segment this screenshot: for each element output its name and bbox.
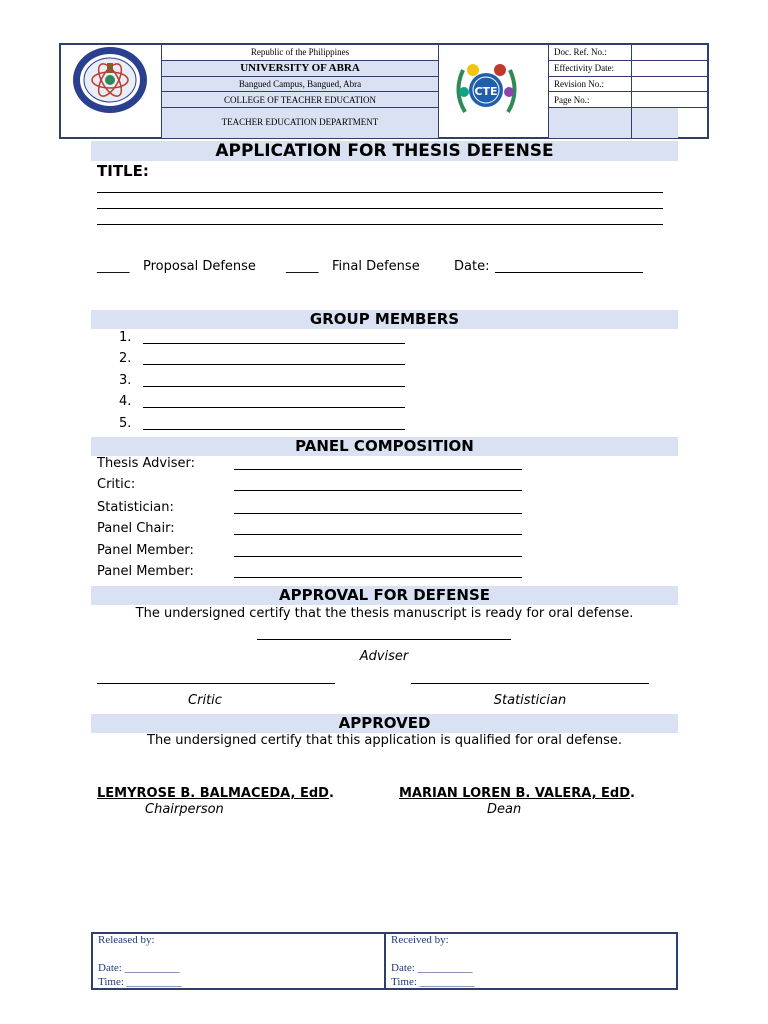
member-number: 3. xyxy=(119,373,132,388)
dean-name xyxy=(399,786,635,801)
approval-heading: APPROVAL FOR DEFENSE xyxy=(91,586,678,605)
dean-title: Dean xyxy=(487,802,522,817)
college-text: COLLEGE OF TEACHER EDUCATION xyxy=(223,95,377,105)
released-by-label: Released by: xyxy=(98,934,155,946)
form-heading: APPLICATION FOR THESIS DEFENSE xyxy=(91,141,678,161)
date-label: Date: xyxy=(454,259,490,274)
final-defense-blank[interactable]: _____ xyxy=(286,259,319,274)
released-date-field[interactable]: Date: __________ xyxy=(98,962,180,974)
received-time-field[interactable]: Time: __________ xyxy=(391,976,475,988)
group-members-heading: GROUP MEMBERS xyxy=(91,310,678,329)
department-text: TEACHER EDUCATION DEPARTMENT xyxy=(221,117,379,127)
republic-text: Republic of the Philippines xyxy=(250,47,350,57)
effectivity-date-label: Effectivity Date: xyxy=(554,63,615,73)
panel-role-field[interactable] xyxy=(234,577,522,578)
date-field[interactable] xyxy=(495,272,643,273)
page-no-label: Page No.: xyxy=(554,95,590,105)
title-line-1[interactable] xyxy=(97,192,663,193)
panel-role-field[interactable] xyxy=(234,490,522,491)
member-number: 2. xyxy=(119,351,132,366)
panel-role-label: Thesis Adviser: xyxy=(97,456,195,471)
critic-signature-line[interactable] xyxy=(97,683,335,684)
adviser-signature-line[interactable] xyxy=(257,639,511,640)
panel-role-label: Panel Member: xyxy=(97,564,194,579)
doc-ref-label: Doc. Ref. No.: xyxy=(554,47,607,57)
proposal-defense-label: Proposal Defense xyxy=(143,259,256,274)
chairperson-name xyxy=(97,786,334,801)
panel-role-field[interactable] xyxy=(234,513,522,514)
critic-label: Critic xyxy=(188,693,222,708)
chairperson-name-text: LEMYROSE B. BALMACEDA, EdD xyxy=(97,786,329,801)
panel-role-label: Panel Member: xyxy=(97,543,194,558)
header-shade-right xyxy=(548,107,678,138)
member-field[interactable] xyxy=(143,407,405,408)
statistician-signature-line[interactable] xyxy=(411,683,649,684)
statistician-label: Statistician xyxy=(493,693,567,708)
member-number: 1. xyxy=(119,330,132,345)
member-number: 5. xyxy=(119,416,132,431)
cte-logo xyxy=(445,52,528,127)
member-field[interactable] xyxy=(143,343,405,344)
adviser-label: Adviser xyxy=(359,649,409,664)
chairperson-name-period: . xyxy=(328,786,334,801)
dean-name-text: MARIAN LOREN B. VALERA, EdD xyxy=(399,786,631,801)
panel-composition-heading: PANEL COMPOSITION xyxy=(91,437,678,456)
title-label: TITLE: xyxy=(97,162,149,180)
university-name: UNIVERSITY OF ABRA xyxy=(240,62,360,74)
campus-text: Bangued Campus, Bangued, Abra xyxy=(238,79,362,89)
panel-role-label: Statistician: xyxy=(97,500,174,515)
chairperson-title: Chairperson xyxy=(145,802,224,817)
final-defense-label: Final Defense xyxy=(332,259,420,274)
member-field[interactable] xyxy=(143,386,405,387)
proposal-defense-blank[interactable]: _____ xyxy=(97,259,130,274)
dean-name-period: . xyxy=(630,786,635,801)
panel-role-field[interactable] xyxy=(234,469,522,470)
member-number: 4. xyxy=(119,394,132,409)
university-seal-logo xyxy=(70,45,150,115)
approved-statement: The undersigned certify that this application is qualified for oral defense. xyxy=(147,733,622,748)
member-field[interactable] xyxy=(143,364,405,365)
panel-role-field[interactable] xyxy=(234,534,522,535)
approved-heading: APPROVED xyxy=(91,714,678,733)
cte-logo-text: CTE xyxy=(474,85,498,98)
approval-statement: The undersigned certify that the thesis manuscript is ready for oral defense. xyxy=(135,606,634,621)
received-date-field[interactable]: Date: __________ xyxy=(391,962,473,974)
received-by-label: Received by: xyxy=(391,934,449,946)
member-field[interactable] xyxy=(143,429,405,430)
revision-no-label: Revision No.: xyxy=(554,79,605,89)
panel-role-field[interactable] xyxy=(234,556,522,557)
released-time-field[interactable]: Time: __________ xyxy=(98,976,182,988)
panel-role-label: Critic: xyxy=(97,477,136,492)
panel-role-label: Panel Chair: xyxy=(97,521,175,536)
title-line-2[interactable] xyxy=(97,208,663,209)
title-line-3[interactable] xyxy=(97,224,663,225)
